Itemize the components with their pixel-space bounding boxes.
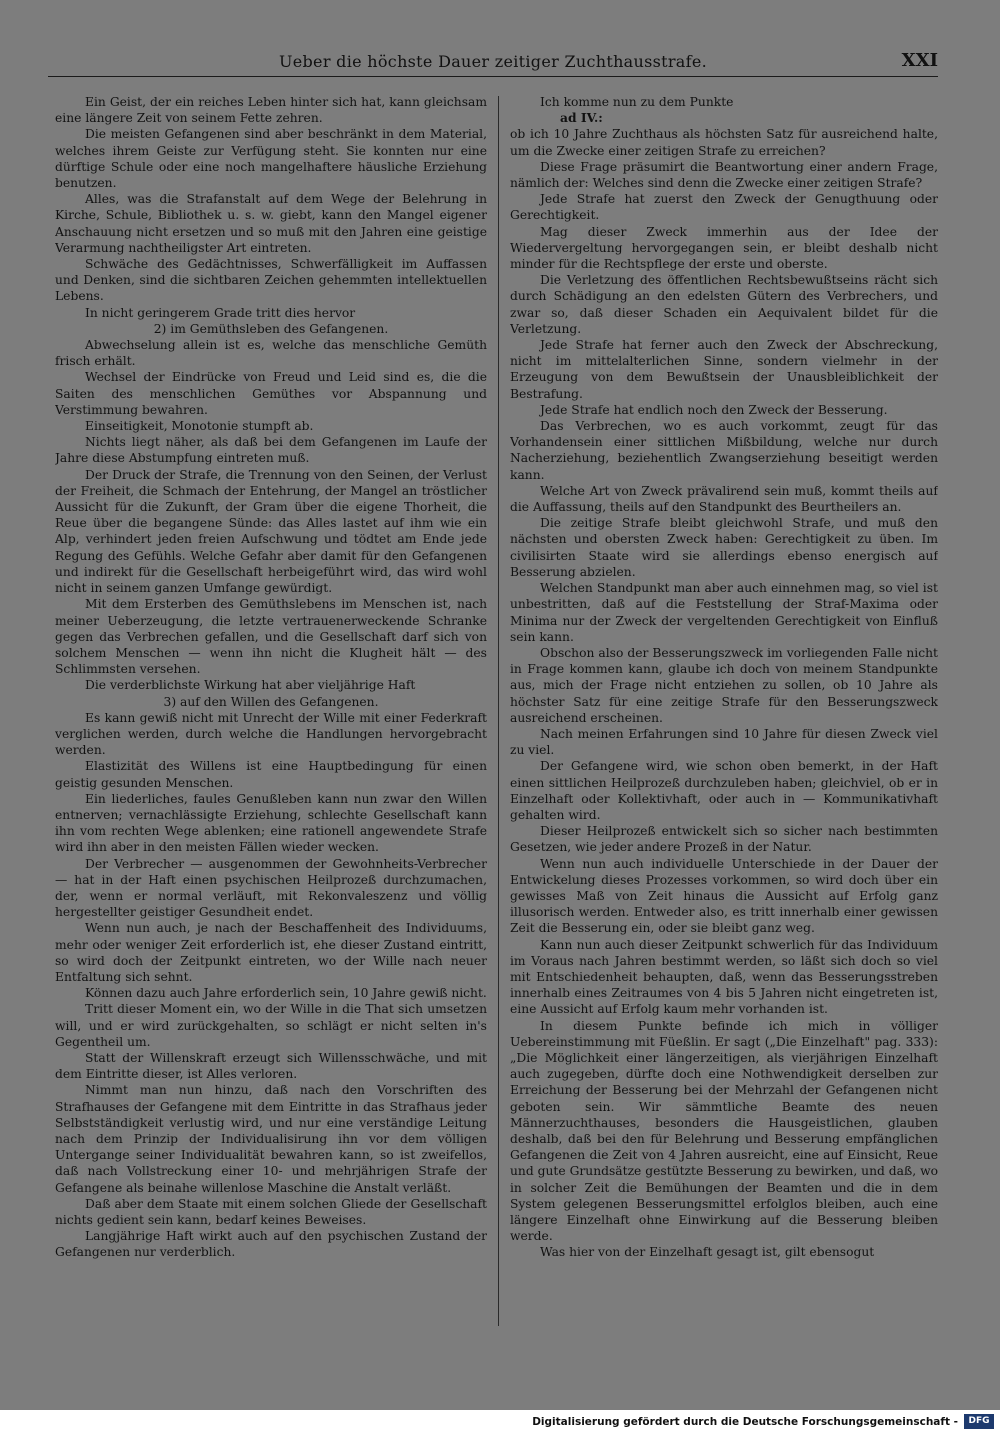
paragraph: Welchen Standpunkt man aber auch einnehmen mag, so viel ist unbestritten, daß auf die Feststellung der Straf-Maxima oder Minima nur der Zweck der vergeltenden Gerechtigkeit von Einfluß sein kann. [510, 581, 938, 644]
paragraph: Diese Frage präsumirt die Beantwortung einer andern Frage, nämlich der: Welches sind denn die Zwecke einer zeitigen Strafe? [510, 159, 938, 191]
section-heading: ad IV.: [560, 110, 603, 126]
paragraph: Abwechselung allein ist es, welche das menschliche Gemüth frisch erhält. [55, 338, 487, 369]
page-number: XXI [901, 50, 938, 71]
paragraph: Jede Strafe hat zuerst den Zweck der Genugthuung oder Gerechtigkeit. [510, 192, 938, 223]
paragraph: Kann nun auch dieser Zeitpunkt schwerlich für das Individuum im Voraus nach Jahren bestimmt werden, so läßt sich doch so viel mit Entschiedenheit behaupten, daß, wenn das Besserungsstreben innerhalb eines Zeitraumes von 4 bis 5 Jahren nicht eingetreten ist, eine Aussicht auf Erfolg kaum mehr vorhanden ist. [510, 937, 938, 1017]
paragraph: Jede Strafe hat ferner auch den Zweck der Abschreckung, nicht im mittelalterlichen Sinne, sondern vielmehr in der Erzeugung von dem Bewußtsein der Unausbleiblichkeit der Bestrafung. [510, 338, 938, 401]
paragraph: Es kann gewiß nicht mit Unrecht der Wille mit einer Federkraft verglichen werden, durch welche die Handlungen hervorgebracht werden. [55, 710, 487, 758]
paragraph: Nach meinen Erfahrungen sind 10 Jahre für diesen Zweck viel zu viel. [510, 726, 938, 758]
paragraph: Langjährige Haft wirkt auch auf den psychischen Zustand der Gefangenen nur verderblich. [55, 1229, 487, 1260]
paragraph: Einseitigkeit, Monotonie stumpft ab. [85, 419, 314, 434]
paragraph: Ein Geist, der ein reiches Leben hinter sich hat, kann gleichsam eine längere Zeit von seinem Fette zehren. [55, 95, 487, 126]
paragraph: Was hier von der Einzelhaft gesagt ist, gilt ebensogut [540, 1245, 875, 1260]
paragraph: Ein liederliches, faules Genußleben kann nun zwar den Willen entnerven; vernachlässigte Erziehung, schlechte Gesellschaft kann ihn vom rechten Wege ablenken; eine rationell angewendete Strafe wird ihn aber in den meisten Fällen wieder wecken. [55, 791, 487, 855]
paragraph: Jede Strafe hat endlich noch den Zweck der Besserung. [540, 402, 888, 417]
paragraph: Nimmt man nun hinzu, daß nach den Vorschriften des Strafhauses der Gefangene mit dem Eintritte in das Strafhaus jeder Selbstständigkeit verlustig wird, und nur eine verständige Leitung nach dem Prinzip der Individualisirung ihn vor dem völligen Untergange seiner Individualität bewahren kann, so ist zweifellos, daß nach Vollstreckung einer 10- und mehrjährigen Strafe der Gefangene als beinahe willenlose Maschine die Anstalt verläßt. [55, 1083, 487, 1195]
paragraph: Daß aber dem Staate mit einem solchen Gliede der Gesellschaft nichts gedient sein kann, bedarf keines Beweises. [55, 1196, 487, 1228]
paragraph: Ich komme nun zu dem Punkte [540, 95, 734, 109]
paragraph: Statt der Willenskraft erzeugt sich Willensschwäche, und mit dem Eintritte dieser, ist Alles verloren. [55, 1050, 487, 1082]
paragraph: Wechsel der Eindrücke von Freud und Leid sind es, die die Saiten des menschlichen Gemüthes vor Abspannung und Verstimmung bewahren. [55, 370, 487, 417]
paragraph: Die Verletzung des öffentlichen Rechtsbewußtseins rächt sich durch Schädigung an den edelsten Gütern des Verbrechers, und zwar so, daß dieser Schaden ein Aequivalent bildet für die Verletzung. [510, 273, 938, 336]
paragraph: Elastizität des Willens ist eine Hauptbedingung für einen geistig gesunden Menschen. [55, 759, 487, 790]
paragraph: Wenn nun auch individuelle Unterschiede in der Dauer der Entwickelung dieses Prozesses vorkommen, so wird doch über ein gewisses Maß von Zeit hinaus die Aussicht auf Erfolg ganz illusorisch werden. Entweder also, es tritt innerhalb einer gewissen Zeit die Besserung ein, oder sie bleibt ganz weg. [510, 856, 938, 936]
paragraph: Die verderblichste Wirkung hat aber vieljährige Haft [85, 678, 416, 693]
section-heading: 2) im Gemüthsleben des Gefangenen. [153, 321, 389, 336]
paragraph: Die zeitige Strafe bleibt gleichwohl Strafe, und muß den nächsten und obersten Zweck haben: Gerechtigkeit zu üben. Im civilisirten Staate wird sie allerdings ebenso energisch auf Besserung abzielen. [510, 516, 938, 579]
paragraph: Können dazu auch Jahre erforderlich sein, 10 Jahre gewiß nicht. [85, 986, 487, 1001]
paragraph: Welche Art von Zweck prävalirend sein muß, kommt theils auf die Auffassung, theils auf den Standpunkt des Beurtheilers an. [510, 483, 938, 515]
header-title: Ueber die höchste Dauer zeitiger Zuchthausstrafe. [278, 52, 708, 71]
paragraph: In nicht geringerem Grade tritt dies hervor [85, 305, 356, 320]
paragraph: In diesem Punkte befinde ich mich in völliger Uebereinstimmung mit Füeßlin. Er sagt („Die Einzelhaft" pag. 333): „Die Möglichkeit einer längerzeitigen, als vierjährigen Einzelhaft auch zugegeben, dürfte doch eine Nothwendigkeit derselben zur Erreichung der Besserung bei der Mehrzahl der Gefangenen nicht geboten sein. Wir sämmtliche Beamte des neuen Männerzuchthauses, besonders die Hausgeistlichen, glauben deshalb, daß bei den für Belehrung und Besserung empfänglichen Gefangenen die Zeit von 4 Jahren ausreicht, eine auf Einsicht, Reue und gute Grundsätze gestützte Besserung zu bewirken, und daß, wo in solcher Zeit die Bemühungen der Beamten und die in dem System gelegenen Besserungsmittel erfolglos bleiben, auch eine längere Einzelhaft ohne Einwirkung auf die Besserung bleiben werde. [510, 1018, 938, 1244]
paragraph: Der Verbrecher — ausgenommen der Gewohnheits-Verbrecher — hat in der Haft einen psychischen Heilprozeß durchzumachen, der, wenn er normal verläuft, mit Rekonvaleszenz und völlig hergestellter geistiger Gesundheit endet. [55, 856, 487, 920]
paragraph: Schwäche des Gedächtnisses, Schwerfälligkeit im Auffassen und Denken, sind die sichtbaren Zeichen gehemmten intellektuellen Lebens. [55, 257, 487, 304]
paragraph: Der Gefangene wird, wie schon oben bemerkt, in der Haft einen sittlichen Heilprozeß durchzuleben haben; gleichviel, ob er in Einzelhaft oder Kollektivhaft, oder auch in — Kommunikativhaft gehalten wird. [510, 759, 938, 822]
paragraph: Wenn nun auch, je nach der Beschaffenheit des Individuums, mehr oder weniger Zeit erforderlich ist, ehe dieser Zustand eintritt, so wird doch der Zeitpunkt eintreten, wo der Wille nach neuer Entfaltung sich sehnt. [55, 921, 487, 984]
digitization-footer [0, 1412, 1000, 1432]
dfg-logo: DFG [964, 1414, 994, 1429]
paragraph: Mit dem Ersterben des Gemüthslebens im Menschen ist, nach meiner Ueberzeugung, die letzte vertrauenerweckende Schranke gegen das Verbrechen gefallen, und die Gesellschaft darf sich von solchem Menschen — wenn ihn nicht die Klugheit hält — des Schlimmsten versehen. [55, 597, 487, 677]
paragraph: Der Druck der Strafe, die Trennung von den Seinen, der Verlust der Freiheit, die Schmach der Entehrung, der Mangel an tröstlicher Aussicht für die Zukunft, der Gram über die eigene Thorheit, die Reue über die begangene Sünde: das Alles lastet auf ihm wie ein Alp, verhindert jeden freien Aufschwung und tödtet am Ende jede Regung des Gefühls. Welche Gefahr aber damit für den Gefangenen und indirekt für die Gesellschaft herbeigeführt wird, das wird wohl nicht in seinem ganzen Umfange gewürdigt. [55, 467, 487, 596]
paragraph: Tritt dieser Moment ein, wo der Wille in die That sich umsetzen will, und er wird zurückgehalten, so schlägt er nicht selten in's Gegentheil um. [55, 1002, 487, 1049]
running-header [48, 46, 938, 77]
paragraph: Das Verbrechen, wo es auch vorkommt, zeugt für das Vorhandensein einer sittlichen Mißbildung, welche nur durch Nacherziehung, beziehentlich Zwangserziehung beseitigt werden kann. [510, 419, 938, 482]
paragraph: Die meisten Gefangenen sind aber beschränkt in dem Material, welches ihrem Geiste zur Verfügung steht. Sie konnten nur eine dürftige Schule oder eine noch mangelhaftere häusliche Erziehung benutzen. [55, 127, 487, 191]
paragraph: Mag dieser Zweck immerhin aus der Idee der Wiedervergeltung hervorgegangen sein, er bleibt deshalb nicht minder für die Rechtspflege der erste und oberste. [510, 224, 938, 272]
paragraph: Dieser Heilprozeß entwickelt sich so sicher nach bestimmten Gesetzen, wie jeder andere Prozeß in der Natur. [510, 824, 938, 855]
paragraph: ob ich 10 Jahre Zuchthaus als höchsten Satz für ausreichend halte, um die Zwecke einer zeitigen Strafe zu erreichen? [510, 127, 938, 158]
right-column [510, 94, 938, 1334]
paragraph: Alles, was die Strafanstalt auf dem Wege der Belehrung in Kirche, Schule, Bibliothek u. s. w. giebt, kann den Mangel eigener Anschauung nicht ersetzen und so muß mit den Jahren eine geistige Verarmung nachtheiligster Art eintreten. [55, 192, 487, 255]
paragraph: Nichts liegt näher, als daß bei dem Gefangenen im Laufe der Jahre diese Abstumpfung eintreten muß. [55, 435, 487, 466]
section-heading: 3) auf den Willen des Gefangenen. [163, 694, 379, 709]
column-divider [498, 96, 499, 1326]
paragraph: Obschon also der Besserungszweck im vorliegenden Falle nicht in Frage kommen kann, glaube ich doch von meinem Standpunkte aus, mich der Frage nicht entziehen zu sollen, ob 10 Jahre als höchster Satz für eine zeitige Strafe für den Besserungszweck ausreichend erscheinen. [510, 645, 938, 725]
left-column [55, 94, 487, 1334]
funding-credit: Digitalisierung gefördert durch die Deutsche Forschungsgemeinschaft - [532, 1416, 958, 1428]
